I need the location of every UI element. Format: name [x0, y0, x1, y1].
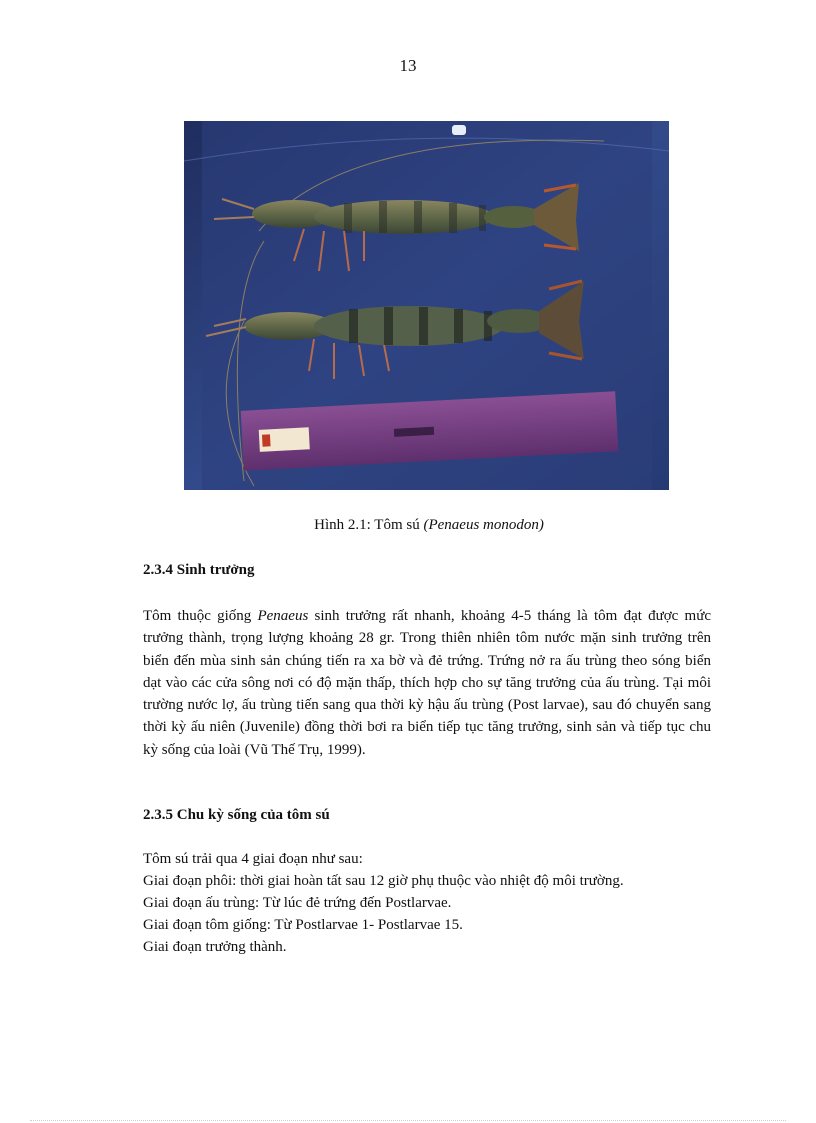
section-heading-life-cycle: 2.3.5 Chu kỳ sống của tôm sú [143, 807, 330, 823]
life-cycle-stage-larva: Giai đoạn ấu trùng: Từ lúc đẻ trứng đến Postlarvae. [143, 895, 452, 911]
footer-rule [30, 1120, 786, 1121]
genus-name: Penaeus [257, 608, 309, 624]
growth-paragraph-body: sinh trưởng rất nhanh, khoảng 4-5 tháng là tôm đạt được mức trưởng thành, trọng lượng khoảng 28 gr. Trong thiên nhiên tôm nước mặn sinh trưởng trên biển đến mùa sinh sản chúng tiến ra xa bờ và đẻ trứng. Trứng nở ra ấu trùng theo sóng biển dạt vào các cửa sông nơi có độ mặn thấp, thích hợp cho sự tăng trưởng của ấu trùng. Tại môi trường nước lợ, ấu trùng tiến sang qua thời kỳ hậu ấu trùng (Post larvae), sau đó chuyển sang thời kỳ ấu niên (Juvenile) đồng thời bơi ra biển tiếp tục tăng trưởng, sinh sản và tiếp tục chu kỳ sống của loài (Vũ Thế Trụ, 1999). [143, 608, 711, 758]
life-cycle-stage-adult: Giai đoạn trưởng thành. [143, 939, 287, 955]
page-number: 13 [399, 56, 417, 75]
shrimp-photo [184, 121, 669, 490]
life-cycle-stage-embryo: Giai đoạn phôi: thời giai hoàn tất sau 12 giờ phụ thuộc vào nhiệt độ môi trường. [143, 873, 624, 889]
caption-prefix: Hình 2.1: Tôm sú [314, 517, 424, 533]
growth-paragraph [143, 605, 711, 761]
figure-caption [0, 517, 816, 534]
life-cycle-intro: Tôm sú trải qua 4 giai đoạn như sau: [143, 851, 363, 867]
growth-paragraph-lead: Tôm thuộc giống [143, 608, 258, 624]
life-cycle-stage-juvenile: Giai đoạn tôm giống: Từ Postlarvae 1- Postlarvae 15. [143, 917, 463, 933]
section-heading-growth: 2.3.4 Sinh trưởng [143, 562, 255, 578]
caption-species: (Penaeus monodon) [423, 517, 544, 533]
